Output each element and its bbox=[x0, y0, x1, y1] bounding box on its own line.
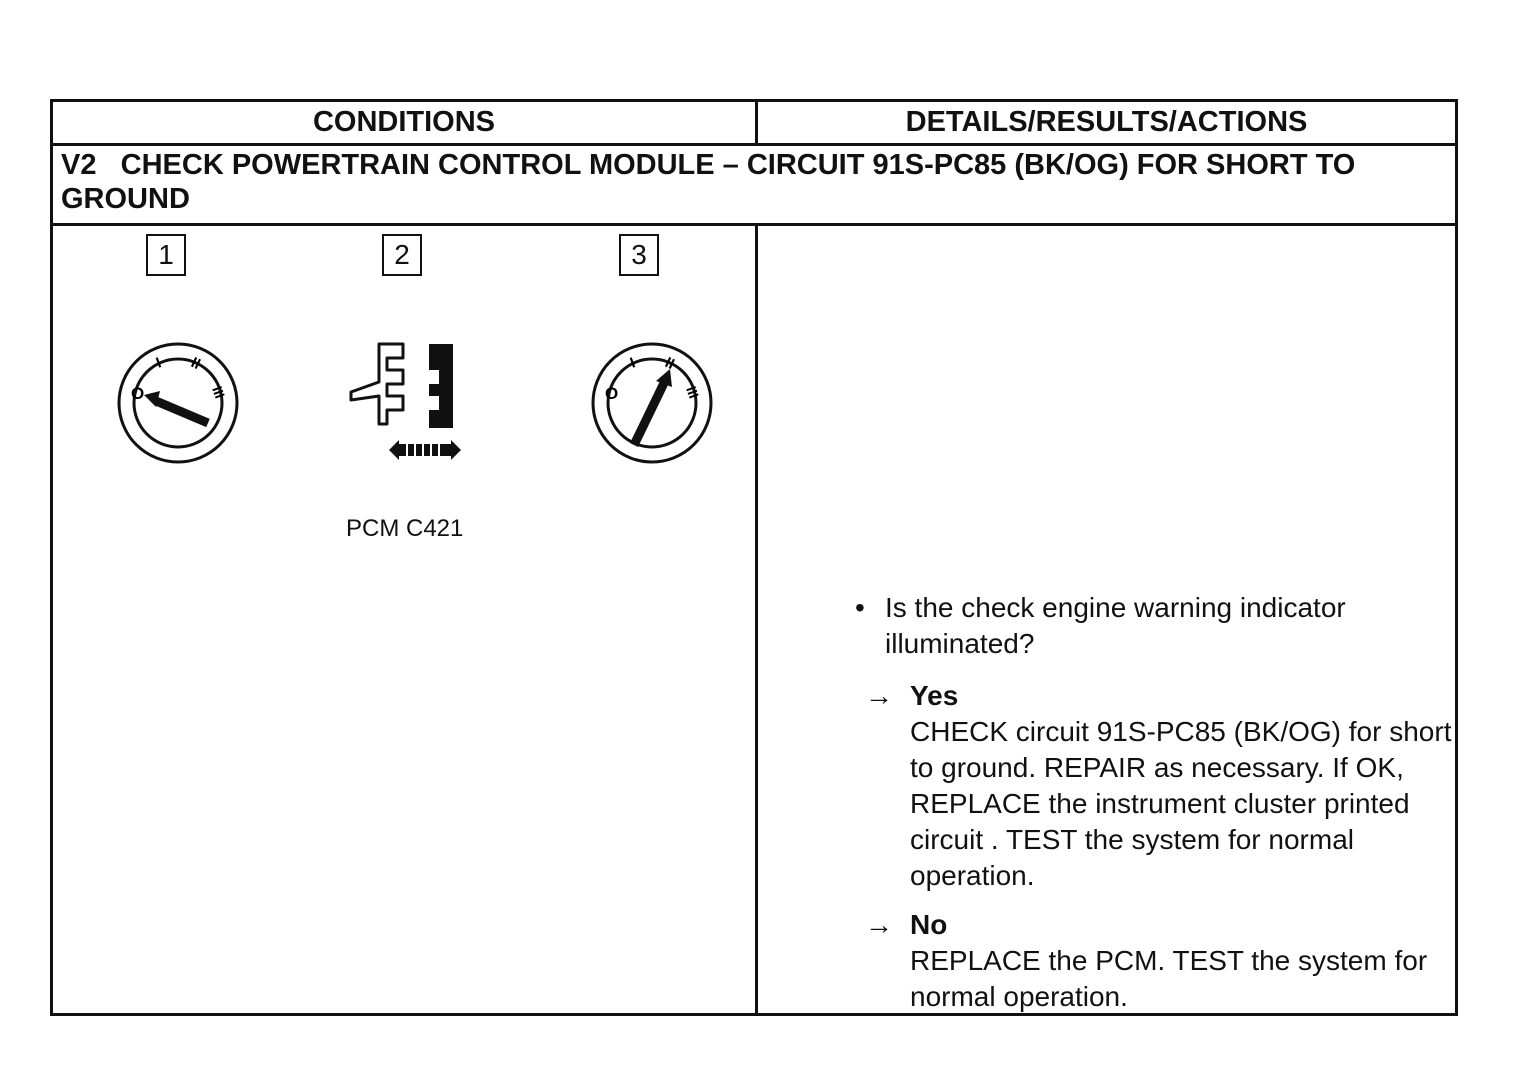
step-id: V2 bbox=[61, 149, 97, 181]
result-yes-action: CHECK circuit 91S-PC85 (BK/OG) for short to ground. REPAIR as necessary. If OK, REPLACE the instrument cluster printed circuit . TEST the system for normal operation. bbox=[910, 716, 1452, 891]
ignition-mark-off: O bbox=[131, 384, 145, 403]
arrow-right-icon: → bbox=[865, 680, 893, 711]
ignition-mark-1: I bbox=[627, 354, 638, 372]
conditions-header: CONDITIONS bbox=[53, 102, 758, 146]
ignition-mark-2: II bbox=[662, 354, 678, 374]
details-header: DETAILS/RESULTS/ACTIONS bbox=[758, 102, 1455, 146]
step-number-1: 1 bbox=[146, 234, 186, 276]
ignition-off-icon bbox=[116, 341, 240, 465]
ignition-mark-3: III bbox=[683, 384, 703, 401]
step-title bbox=[53, 146, 1455, 226]
result-yes-label: Yes bbox=[910, 680, 959, 711]
connector-label: PCM C421 bbox=[346, 515, 464, 542]
details-column bbox=[758, 226, 1455, 1013]
bullet-icon: • bbox=[855, 592, 865, 623]
connector-disconnect-icon bbox=[343, 336, 483, 466]
step-title-line1: CHECK POWERTRAIN CONTROL MODULE – CIRCUIT 91S-PC85 (BK/OG) FOR SHORT TO bbox=[120, 149, 1356, 181]
step-number-3: 3 bbox=[619, 234, 659, 276]
ignition-mark-2: II bbox=[188, 354, 204, 374]
result-no-action: REPLACE the PCM. TEST the system for normal operation. bbox=[910, 945, 1428, 1012]
diagnostic-table bbox=[50, 99, 1458, 1016]
step-number-2: 2 bbox=[382, 234, 422, 276]
ignition-mark-1: I bbox=[153, 354, 164, 372]
arrow-right-icon: → bbox=[865, 909, 893, 940]
ignition-run-icon bbox=[590, 341, 714, 465]
step-title-line2: GROUND bbox=[61, 183, 190, 215]
conditions-column bbox=[53, 226, 758, 1013]
ignition-mark-3: III bbox=[209, 384, 229, 401]
question-text: Is the check engine warning indicator illuminated? bbox=[885, 592, 1346, 659]
ignition-mark-off: O bbox=[605, 384, 619, 403]
result-no-label: No bbox=[910, 909, 948, 940]
